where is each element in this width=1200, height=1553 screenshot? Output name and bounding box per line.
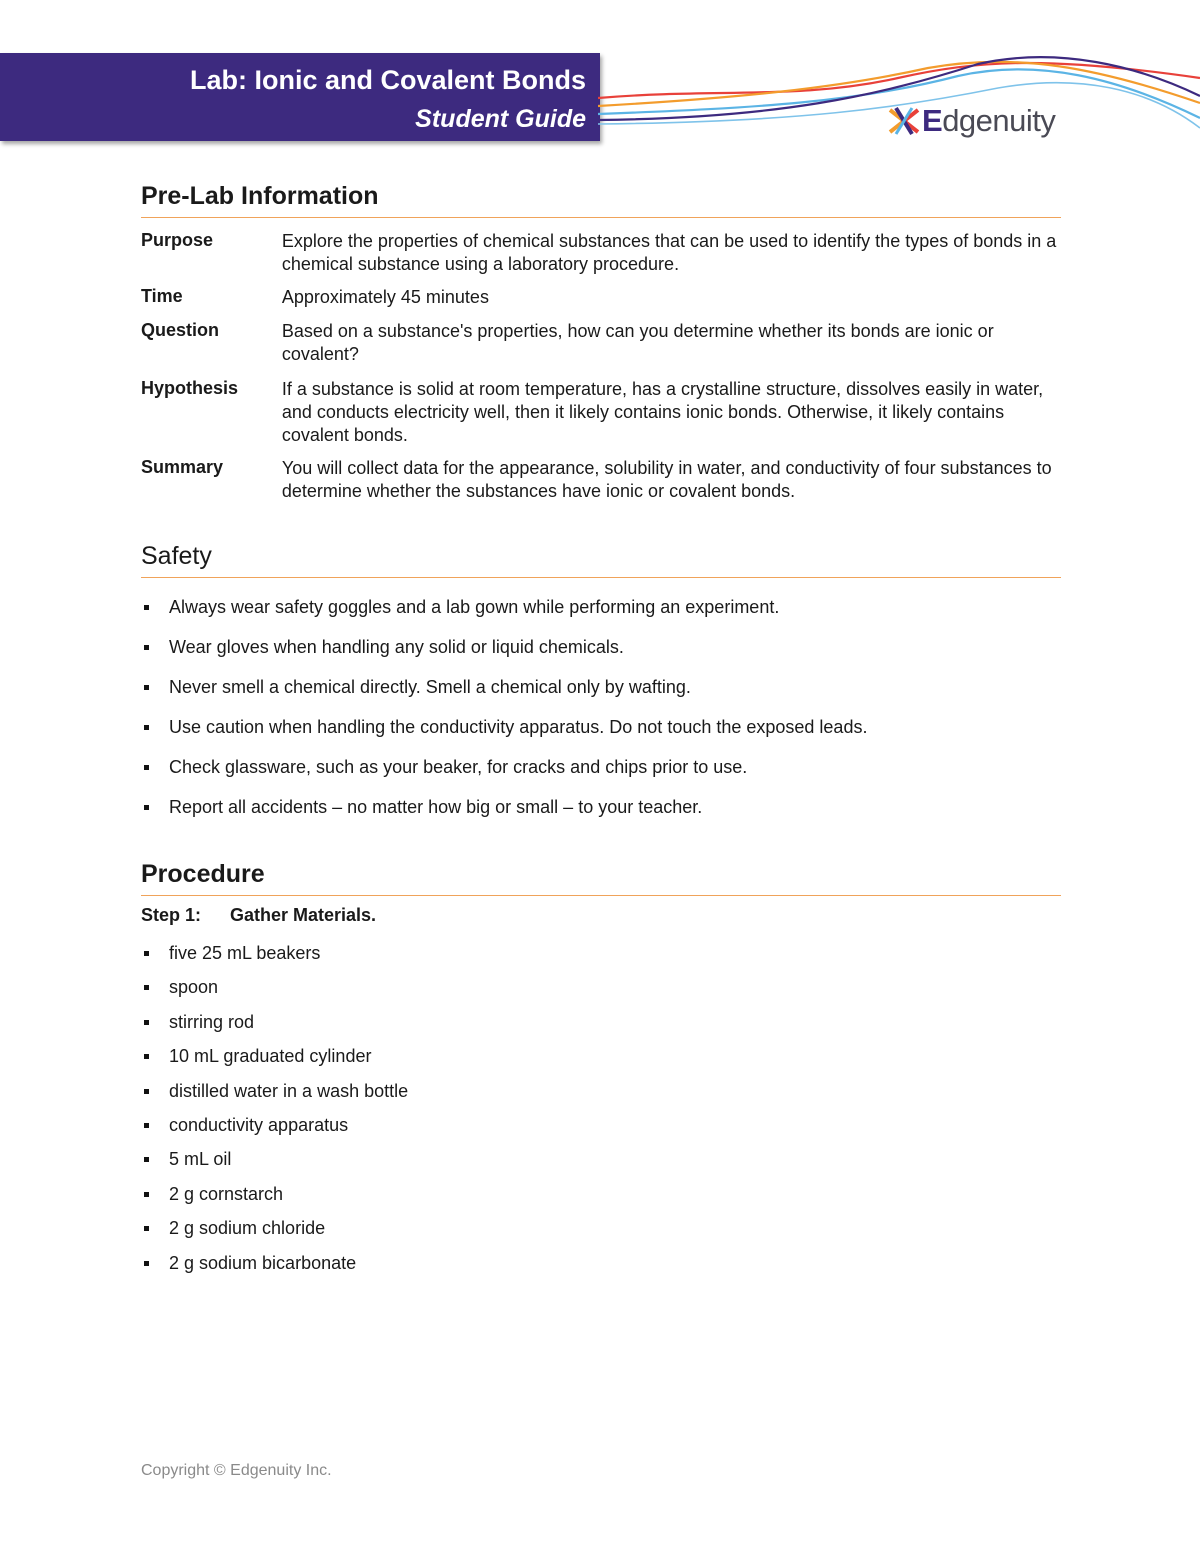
list-item: Report all accidents – no matter how big or small – to your teacher. [141,796,867,836]
step-number: Step 1: [141,905,202,925]
info-row-time [141,286,1061,309]
step-title: Gather Materials. [230,905,377,925]
info-row-question [141,320,1061,366]
info-text: Approximately 45 minutes [281,287,489,307]
info-label: Question [141,320,220,340]
info-row-hypothesis [141,378,1061,447]
safety-heading: Safety [141,542,1061,578]
materials-list [141,942,408,1286]
edgenuity-logo [888,104,1055,138]
info-row-purpose [141,230,1061,276]
safety-list [141,596,867,836]
list-item: spoon [141,976,408,1010]
list-item: Never smell a chemical directly. Smell a chemical only by wafting. [141,676,867,716]
wave-red [598,63,1200,98]
copyright-footer: Copyright © Edgenuity Inc. [141,1462,332,1479]
list-item: distilled water in a wash bottle [141,1080,408,1114]
logo-x-icon [888,106,920,136]
list-item: Check glassware, such as your beaker, for cracks and chips prior to use. [141,756,867,796]
info-text: Explore the properties of chemical substances that can be used to identify the types of bonds in a chemical substance using a laboratory procedure. [281,231,1057,274]
procedure-heading: Procedure [141,860,1061,896]
list-item: stirring rod [141,1011,408,1045]
list-item: 2 g cornstarch [141,1183,408,1217]
info-label: Purpose [141,230,214,250]
list-item: Wear gloves when handling any solid or liquid chemicals. [141,636,867,676]
list-item: Always wear safety goggles and a lab gown while performing an experiment. [141,596,867,636]
info-text: If a substance is solid at room temperature, has a crystalline structure, dissolves easily in water, and conducts electricity well, then it likely contains ionic bonds. Otherwise, it likely contains covalent bonds. [281,379,1044,445]
info-text: You will collect data for the appearance, solubility in water, and conductivity of four substances to determine whether the substances have ionic or covalent bonds. [281,458,1052,501]
info-label: Time [141,286,183,306]
document-title: Lab: Ionic and Covalent Bonds [189,65,586,95]
info-label: Summary [141,457,224,477]
list-item: Use caution when handling the conductivity apparatus. Do not touch the exposed leads. [141,716,867,756]
document-subtitle: Student Guide [415,105,586,133]
list-item: conductivity apparatus [141,1114,408,1148]
info-label: Hypothesis [141,378,239,398]
title-banner [0,53,600,141]
list-item: 2 g sodium chloride [141,1217,408,1251]
step-heading [141,905,376,926]
list-item: 5 mL oil [141,1148,408,1182]
prelab-heading: Pre-Lab Information [141,182,1061,218]
wave-orange [598,62,1200,106]
info-row-summary [141,457,1061,503]
list-item: five 25 mL beakers [141,942,408,976]
list-item: 2 g sodium bicarbonate [141,1252,408,1286]
logo-wordmark: Edgenuity [922,103,1056,138]
info-text: Based on a substance's properties, how can you determine whether its bonds are ionic or covalent? [281,321,994,364]
list-item: 10 mL graduated cylinder [141,1045,408,1079]
